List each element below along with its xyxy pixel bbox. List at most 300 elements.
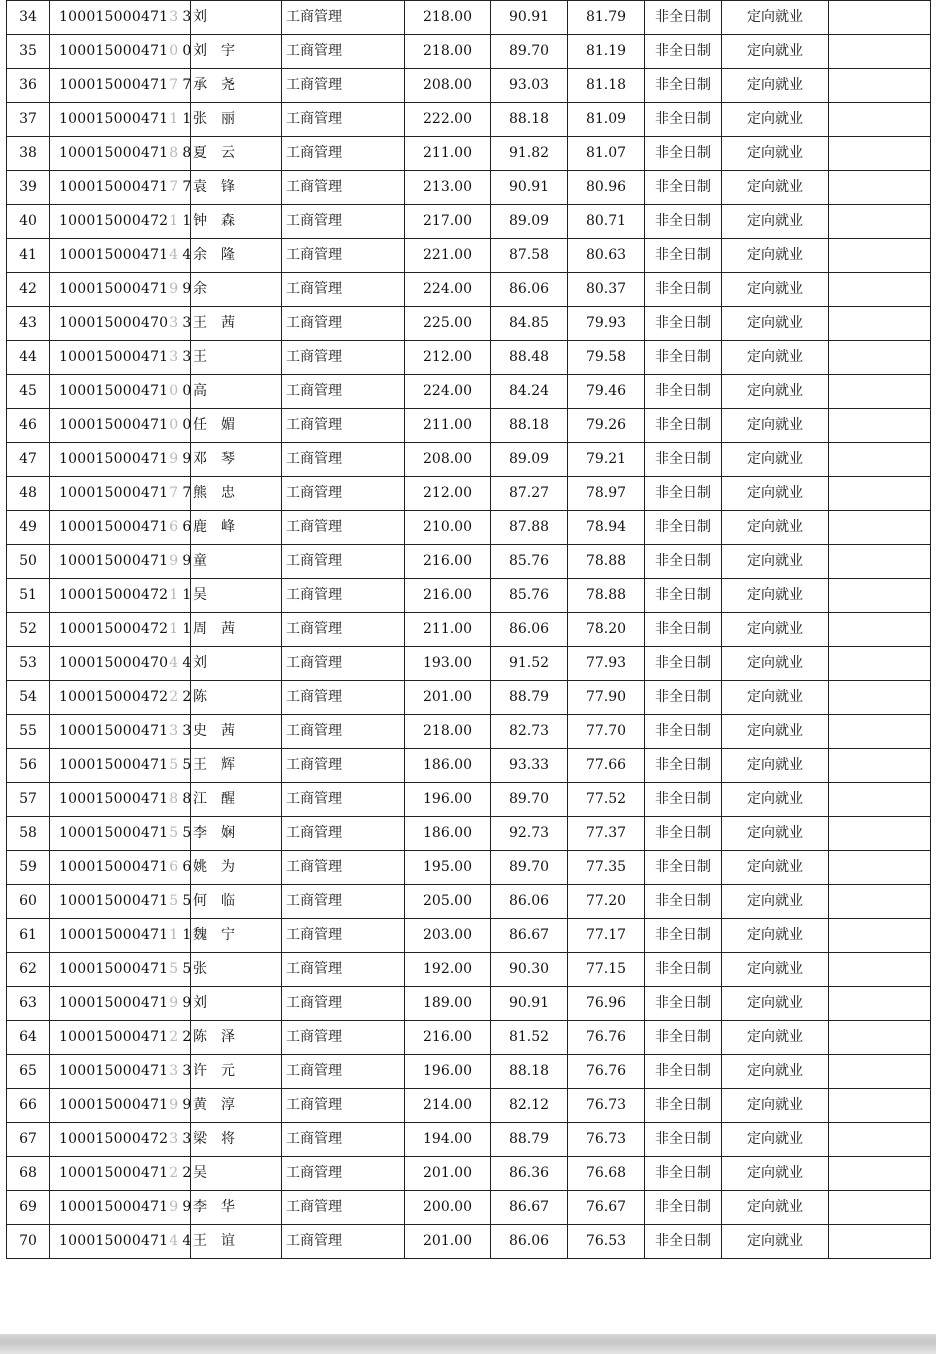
id-masked-digit: 0 [169, 383, 179, 399]
remarks-cell [829, 69, 931, 103]
id-visible: 100015000471 [59, 9, 169, 25]
candidate-name-cell [191, 545, 282, 579]
final-score-cell: 76.73 [568, 1123, 645, 1157]
study-mode-cell: 非全日制 [645, 273, 722, 307]
id-visible: 100015000471 [59, 451, 169, 467]
candidate-name-cell [191, 137, 282, 171]
candidate-id-cell [50, 205, 191, 239]
id-visible: 100015000471 [59, 859, 169, 875]
study-mode-cell: 非全日制 [645, 749, 722, 783]
interview-score-cell: 91.82 [491, 137, 568, 171]
final-score-cell: 80.71 [568, 205, 645, 239]
major-cell: 工商管理 [282, 851, 405, 885]
id-last-digit: 9 [182, 281, 192, 297]
id-last-digit: 1 [182, 621, 192, 637]
candidate-name-cell [191, 1225, 282, 1259]
enrollment-type-cell: 定向就业 [722, 545, 829, 579]
interview-score-cell: 86.06 [491, 885, 568, 919]
remarks-cell [829, 749, 931, 783]
major-cell: 工商管理 [282, 511, 405, 545]
name-surname: 史 [193, 723, 207, 739]
candidate-id-cell [50, 885, 191, 919]
table-row [7, 783, 931, 817]
name-surname: 吴 [193, 587, 207, 603]
id-visible: 100015000471 [59, 179, 169, 195]
final-score-cell: 79.21 [568, 443, 645, 477]
final-score-cell: 77.37 [568, 817, 645, 851]
name-surname: 刘 [193, 43, 207, 59]
final-score-cell: 76.53 [568, 1225, 645, 1259]
name-surname: 刘 [193, 995, 207, 1011]
major-cell: 工商管理 [282, 885, 405, 919]
id-last-digit: 1 [182, 927, 192, 943]
id-last-digit: 3 [182, 9, 192, 25]
remarks-cell [829, 579, 931, 613]
interview-score-cell: 90.91 [491, 987, 568, 1021]
row-number-cell: 60 [7, 885, 50, 919]
remarks-cell [829, 137, 931, 171]
row-number-cell: 54 [7, 681, 50, 715]
candidate-id-cell [50, 1191, 191, 1225]
name-given: 尧 [221, 77, 235, 93]
remarks-cell [829, 885, 931, 919]
enrollment-type-cell: 定向就业 [722, 681, 829, 715]
name-surname: 王 [193, 315, 207, 331]
study-mode-cell: 非全日制 [645, 443, 722, 477]
interview-score-cell: 86.06 [491, 273, 568, 307]
id-last-digit: 0 [182, 383, 192, 399]
id-visible: 100015000471 [59, 519, 169, 535]
enrollment-type-cell: 定向就业 [722, 443, 829, 477]
candidate-id-cell [50, 1225, 191, 1259]
candidate-name-cell [191, 341, 282, 375]
final-score-cell: 81.18 [568, 69, 645, 103]
major-cell: 工商管理 [282, 579, 405, 613]
id-last-digit: 4 [182, 247, 192, 263]
candidate-id-cell [50, 953, 191, 987]
name-surname: 任 [193, 417, 207, 433]
row-number-cell: 47 [7, 443, 50, 477]
id-masked-digit: 1 [169, 587, 179, 603]
name-surname: 钟 [193, 213, 207, 229]
major-cell: 工商管理 [282, 35, 405, 69]
id-masked-digit: 7 [169, 77, 179, 93]
name-surname: 童 [193, 553, 207, 569]
id-visible: 100015000472 [59, 1131, 169, 1147]
name-given: 泽 [221, 1029, 235, 1045]
written-score-cell: 214.00 [405, 1089, 491, 1123]
table-row [7, 545, 931, 579]
id-last-digit: 8 [182, 791, 192, 807]
final-score-cell: 80.63 [568, 239, 645, 273]
table-row [7, 375, 931, 409]
written-score-cell: 201.00 [405, 1157, 491, 1191]
candidate-id-cell [50, 1021, 191, 1055]
candidate-name-cell [191, 307, 282, 341]
name-surname: 许 [193, 1063, 207, 1079]
id-visible: 100015000471 [59, 961, 169, 977]
row-number-cell: 36 [7, 69, 50, 103]
name-given: 元 [221, 1063, 235, 1079]
row-number-cell: 44 [7, 341, 50, 375]
id-last-digit: 2 [182, 689, 192, 705]
remarks-cell [829, 477, 931, 511]
candidate-id-cell [50, 443, 191, 477]
enrollment-type-cell: 定向就业 [722, 647, 829, 681]
study-mode-cell: 非全日制 [645, 579, 722, 613]
written-score-cell: 189.00 [405, 987, 491, 1021]
id-last-digit: 9 [182, 995, 192, 1011]
major-cell: 工商管理 [282, 817, 405, 851]
id-visible: 100015000470 [59, 315, 169, 331]
candidate-name-cell [191, 1089, 282, 1123]
final-score-cell: 80.96 [568, 171, 645, 205]
written-score-cell: 186.00 [405, 817, 491, 851]
candidate-name-cell [191, 579, 282, 613]
remarks-cell [829, 1157, 931, 1191]
remarks-cell [829, 1021, 931, 1055]
name-surname: 承 [193, 77, 207, 93]
interview-score-cell: 93.33 [491, 749, 568, 783]
interview-score-cell: 86.36 [491, 1157, 568, 1191]
written-score-cell: 213.00 [405, 171, 491, 205]
study-mode-cell: 非全日制 [645, 783, 722, 817]
candidate-id-cell [50, 647, 191, 681]
id-masked-digit: 0 [169, 43, 179, 59]
name-surname: 魏 [193, 927, 207, 943]
table-row [7, 1157, 931, 1191]
remarks-cell [829, 919, 931, 953]
written-score-cell: 200.00 [405, 1191, 491, 1225]
study-mode-cell: 非全日制 [645, 239, 722, 273]
candidate-id-cell [50, 69, 191, 103]
study-mode-cell: 非全日制 [645, 1191, 722, 1225]
row-number-cell: 55 [7, 715, 50, 749]
row-number-cell: 64 [7, 1021, 50, 1055]
candidate-id-cell [50, 35, 191, 69]
study-mode-cell: 非全日制 [645, 1055, 722, 1089]
table-row [7, 409, 931, 443]
id-last-digit: 3 [182, 349, 192, 365]
id-masked-digit: 3 [169, 1063, 179, 1079]
candidate-name-cell [191, 103, 282, 137]
candidate-id-cell [50, 681, 191, 715]
name-surname: 李 [193, 825, 207, 841]
study-mode-cell: 非全日制 [645, 205, 722, 239]
row-number-cell: 49 [7, 511, 50, 545]
id-masked-digit: 4 [169, 655, 179, 671]
row-number-cell: 59 [7, 851, 50, 885]
name-surname: 何 [193, 893, 207, 909]
id-masked-digit: 3 [169, 315, 179, 331]
name-given: 华 [221, 1199, 235, 1215]
candidate-id-cell [50, 613, 191, 647]
candidate-id-cell [50, 1, 191, 35]
candidate-name-cell [191, 239, 282, 273]
enrollment-type-cell: 定向就业 [722, 1157, 829, 1191]
major-cell: 工商管理 [282, 647, 405, 681]
written-score-cell: 218.00 [405, 1, 491, 35]
name-given: 茜 [221, 621, 235, 637]
written-score-cell: 218.00 [405, 715, 491, 749]
candidate-name-cell [191, 919, 282, 953]
id-last-digit: 3 [182, 1063, 192, 1079]
name-given: 将 [221, 1131, 235, 1147]
id-visible: 100015000471 [59, 111, 169, 127]
id-masked-digit: 3 [169, 349, 179, 365]
name-given: 森 [221, 213, 235, 229]
candidate-name-cell [191, 953, 282, 987]
id-masked-digit: 4 [169, 1233, 179, 1249]
study-mode-cell: 非全日制 [645, 1089, 722, 1123]
major-cell: 工商管理 [282, 783, 405, 817]
viewer-bottom-bar [0, 1334, 936, 1354]
study-mode-cell: 非全日制 [645, 511, 722, 545]
id-last-digit: 3 [182, 1131, 192, 1147]
table-row [7, 69, 931, 103]
candidate-id-cell [50, 137, 191, 171]
id-masked-digit: 3 [169, 723, 179, 739]
enrollment-type-cell: 定向就业 [722, 239, 829, 273]
name-surname: 周 [193, 621, 207, 637]
major-cell: 工商管理 [282, 375, 405, 409]
written-score-cell: 216.00 [405, 1021, 491, 1055]
enrollment-type-cell: 定向就业 [722, 987, 829, 1021]
row-number-cell: 48 [7, 477, 50, 511]
interview-score-cell: 91.52 [491, 647, 568, 681]
id-last-digit: 9 [182, 1097, 192, 1113]
candidate-id-cell [50, 545, 191, 579]
candidate-name-cell [191, 35, 282, 69]
name-surname: 袁 [193, 179, 207, 195]
id-visible: 100015000472 [59, 587, 169, 603]
study-mode-cell: 非全日制 [645, 851, 722, 885]
interview-score-cell: 82.12 [491, 1089, 568, 1123]
remarks-cell [829, 1055, 931, 1089]
interview-score-cell: 88.18 [491, 1055, 568, 1089]
name-given: 丽 [221, 111, 235, 127]
study-mode-cell: 非全日制 [645, 681, 722, 715]
name-surname: 陈 [193, 1029, 207, 1045]
enrollment-type-cell: 定向就业 [722, 579, 829, 613]
written-score-cell: 208.00 [405, 69, 491, 103]
name-surname: 邓 [193, 451, 207, 467]
major-cell: 工商管理 [282, 307, 405, 341]
interview-score-cell: 86.06 [491, 613, 568, 647]
row-number-cell: 34 [7, 1, 50, 35]
major-cell: 工商管理 [282, 1123, 405, 1157]
remarks-cell [829, 613, 931, 647]
major-cell: 工商管理 [282, 613, 405, 647]
interview-score-cell: 86.06 [491, 1225, 568, 1259]
id-last-digit: 2 [182, 1165, 192, 1181]
id-last-digit: 5 [182, 757, 192, 773]
study-mode-cell: 非全日制 [645, 69, 722, 103]
enrollment-type-cell: 定向就业 [722, 511, 829, 545]
id-last-digit: 3 [182, 315, 192, 331]
id-masked-digit: 6 [169, 859, 179, 875]
major-cell: 工商管理 [282, 749, 405, 783]
candidate-id-cell [50, 783, 191, 817]
remarks-cell [829, 953, 931, 987]
major-cell: 工商管理 [282, 69, 405, 103]
id-last-digit: 2 [182, 1029, 192, 1045]
row-number-cell: 46 [7, 409, 50, 443]
final-score-cell: 79.26 [568, 409, 645, 443]
table-row [7, 647, 931, 681]
row-number-cell: 62 [7, 953, 50, 987]
final-score-cell: 76.68 [568, 1157, 645, 1191]
id-masked-digit: 8 [169, 145, 179, 161]
remarks-cell [829, 647, 931, 681]
id-last-digit: 1 [182, 111, 192, 127]
table-row [7, 1123, 931, 1157]
id-masked-digit: 8 [169, 791, 179, 807]
id-visible: 100015000471 [59, 723, 169, 739]
remarks-cell [829, 715, 931, 749]
candidate-name-cell [191, 885, 282, 919]
name-surname: 熊 [193, 485, 207, 501]
remarks-cell [829, 545, 931, 579]
id-visible: 100015000471 [59, 281, 169, 297]
major-cell: 工商管理 [282, 443, 405, 477]
table-row [7, 987, 931, 1021]
table-row [7, 511, 931, 545]
remarks-cell [829, 851, 931, 885]
written-score-cell: 211.00 [405, 137, 491, 171]
final-score-cell: 80.37 [568, 273, 645, 307]
final-score-cell: 77.70 [568, 715, 645, 749]
id-visible: 100015000471 [59, 757, 169, 773]
remarks-cell [829, 783, 931, 817]
id-last-digit: 8 [182, 145, 192, 161]
row-number-cell: 51 [7, 579, 50, 613]
candidate-id-cell [50, 1123, 191, 1157]
candidate-name-cell [191, 273, 282, 307]
id-last-digit: 9 [182, 553, 192, 569]
id-last-digit: 4 [182, 1233, 192, 1249]
candidate-name-cell [191, 443, 282, 477]
enrollment-type-cell: 定向就业 [722, 885, 829, 919]
written-score-cell: 208.00 [405, 443, 491, 477]
candidate-name-cell [191, 511, 282, 545]
interview-score-cell: 87.27 [491, 477, 568, 511]
id-masked-digit: 5 [169, 757, 179, 773]
major-cell: 工商管理 [282, 953, 405, 987]
id-masked-digit: 9 [169, 451, 179, 467]
interview-score-cell: 88.18 [491, 409, 568, 443]
id-masked-digit: 9 [169, 1097, 179, 1113]
candidate-name-cell [191, 409, 282, 443]
id-visible: 100015000471 [59, 349, 169, 365]
enrollment-type-cell: 定向就业 [722, 103, 829, 137]
final-score-cell: 78.94 [568, 511, 645, 545]
final-score-cell: 79.93 [568, 307, 645, 341]
interview-score-cell: 89.70 [491, 783, 568, 817]
name-surname: 张 [193, 961, 207, 977]
name-surname: 余 [193, 281, 207, 297]
remarks-cell [829, 1, 931, 35]
enrollment-type-cell: 定向就业 [722, 613, 829, 647]
row-number-cell: 57 [7, 783, 50, 817]
name-surname: 江 [193, 791, 207, 807]
candidate-id-cell [50, 715, 191, 749]
row-number-cell: 52 [7, 613, 50, 647]
candidate-id-cell [50, 239, 191, 273]
row-number-cell: 56 [7, 749, 50, 783]
enrollment-type-cell: 定向就业 [722, 817, 829, 851]
candidate-name-cell [191, 171, 282, 205]
candidate-id-cell [50, 273, 191, 307]
written-score-cell: 203.00 [405, 919, 491, 953]
name-given: 宁 [221, 927, 235, 943]
written-score-cell: 212.00 [405, 477, 491, 511]
interview-score-cell: 85.76 [491, 579, 568, 613]
remarks-cell [829, 1191, 931, 1225]
remarks-cell [829, 1123, 931, 1157]
written-score-cell: 194.00 [405, 1123, 491, 1157]
remarks-cell [829, 307, 931, 341]
interview-score-cell: 90.91 [491, 171, 568, 205]
interview-score-cell: 82.73 [491, 715, 568, 749]
table-row [7, 307, 931, 341]
enrollment-type-cell: 定向就业 [722, 341, 829, 375]
name-given: 锋 [221, 179, 235, 195]
remarks-cell [829, 341, 931, 375]
candidate-name-cell [191, 1157, 282, 1191]
id-visible: 100015000471 [59, 791, 169, 807]
candidate-id-cell [50, 579, 191, 613]
written-score-cell: 201.00 [405, 681, 491, 715]
candidate-id-cell [50, 1157, 191, 1191]
id-visible: 100015000471 [59, 383, 169, 399]
candidate-name-cell [191, 715, 282, 749]
interview-score-cell: 89.70 [491, 851, 568, 885]
candidate-name-cell [191, 477, 282, 511]
table-row [7, 103, 931, 137]
row-number-cell: 39 [7, 171, 50, 205]
study-mode-cell: 非全日制 [645, 613, 722, 647]
id-last-digit: 3 [182, 723, 192, 739]
id-visible: 100015000471 [59, 553, 169, 569]
candidate-id-cell [50, 307, 191, 341]
interview-score-cell: 89.09 [491, 205, 568, 239]
enrollment-type-cell: 定向就业 [722, 1089, 829, 1123]
remarks-cell [829, 681, 931, 715]
remarks-cell [829, 511, 931, 545]
study-mode-cell: 非全日制 [645, 171, 722, 205]
final-score-cell: 77.20 [568, 885, 645, 919]
row-number-cell: 35 [7, 35, 50, 69]
id-masked-digit: 4 [169, 247, 179, 263]
name-given: 宇 [221, 43, 235, 59]
candidate-name-cell [191, 613, 282, 647]
enrollment-type-cell: 定向就业 [722, 307, 829, 341]
id-visible: 100015000472 [59, 621, 169, 637]
table-row [7, 443, 931, 477]
enrollment-type-cell: 定向就业 [722, 953, 829, 987]
id-last-digit: 4 [182, 655, 192, 671]
candidate-name-cell [191, 817, 282, 851]
major-cell: 工商管理 [282, 239, 405, 273]
id-last-digit: 9 [182, 451, 192, 467]
study-mode-cell: 非全日制 [645, 103, 722, 137]
written-score-cell: 216.00 [405, 579, 491, 613]
id-visible: 100015000471 [59, 1097, 169, 1113]
id-last-digit: 9 [182, 1199, 192, 1215]
candidate-id-cell [50, 817, 191, 851]
id-visible: 100015000471 [59, 1233, 169, 1249]
